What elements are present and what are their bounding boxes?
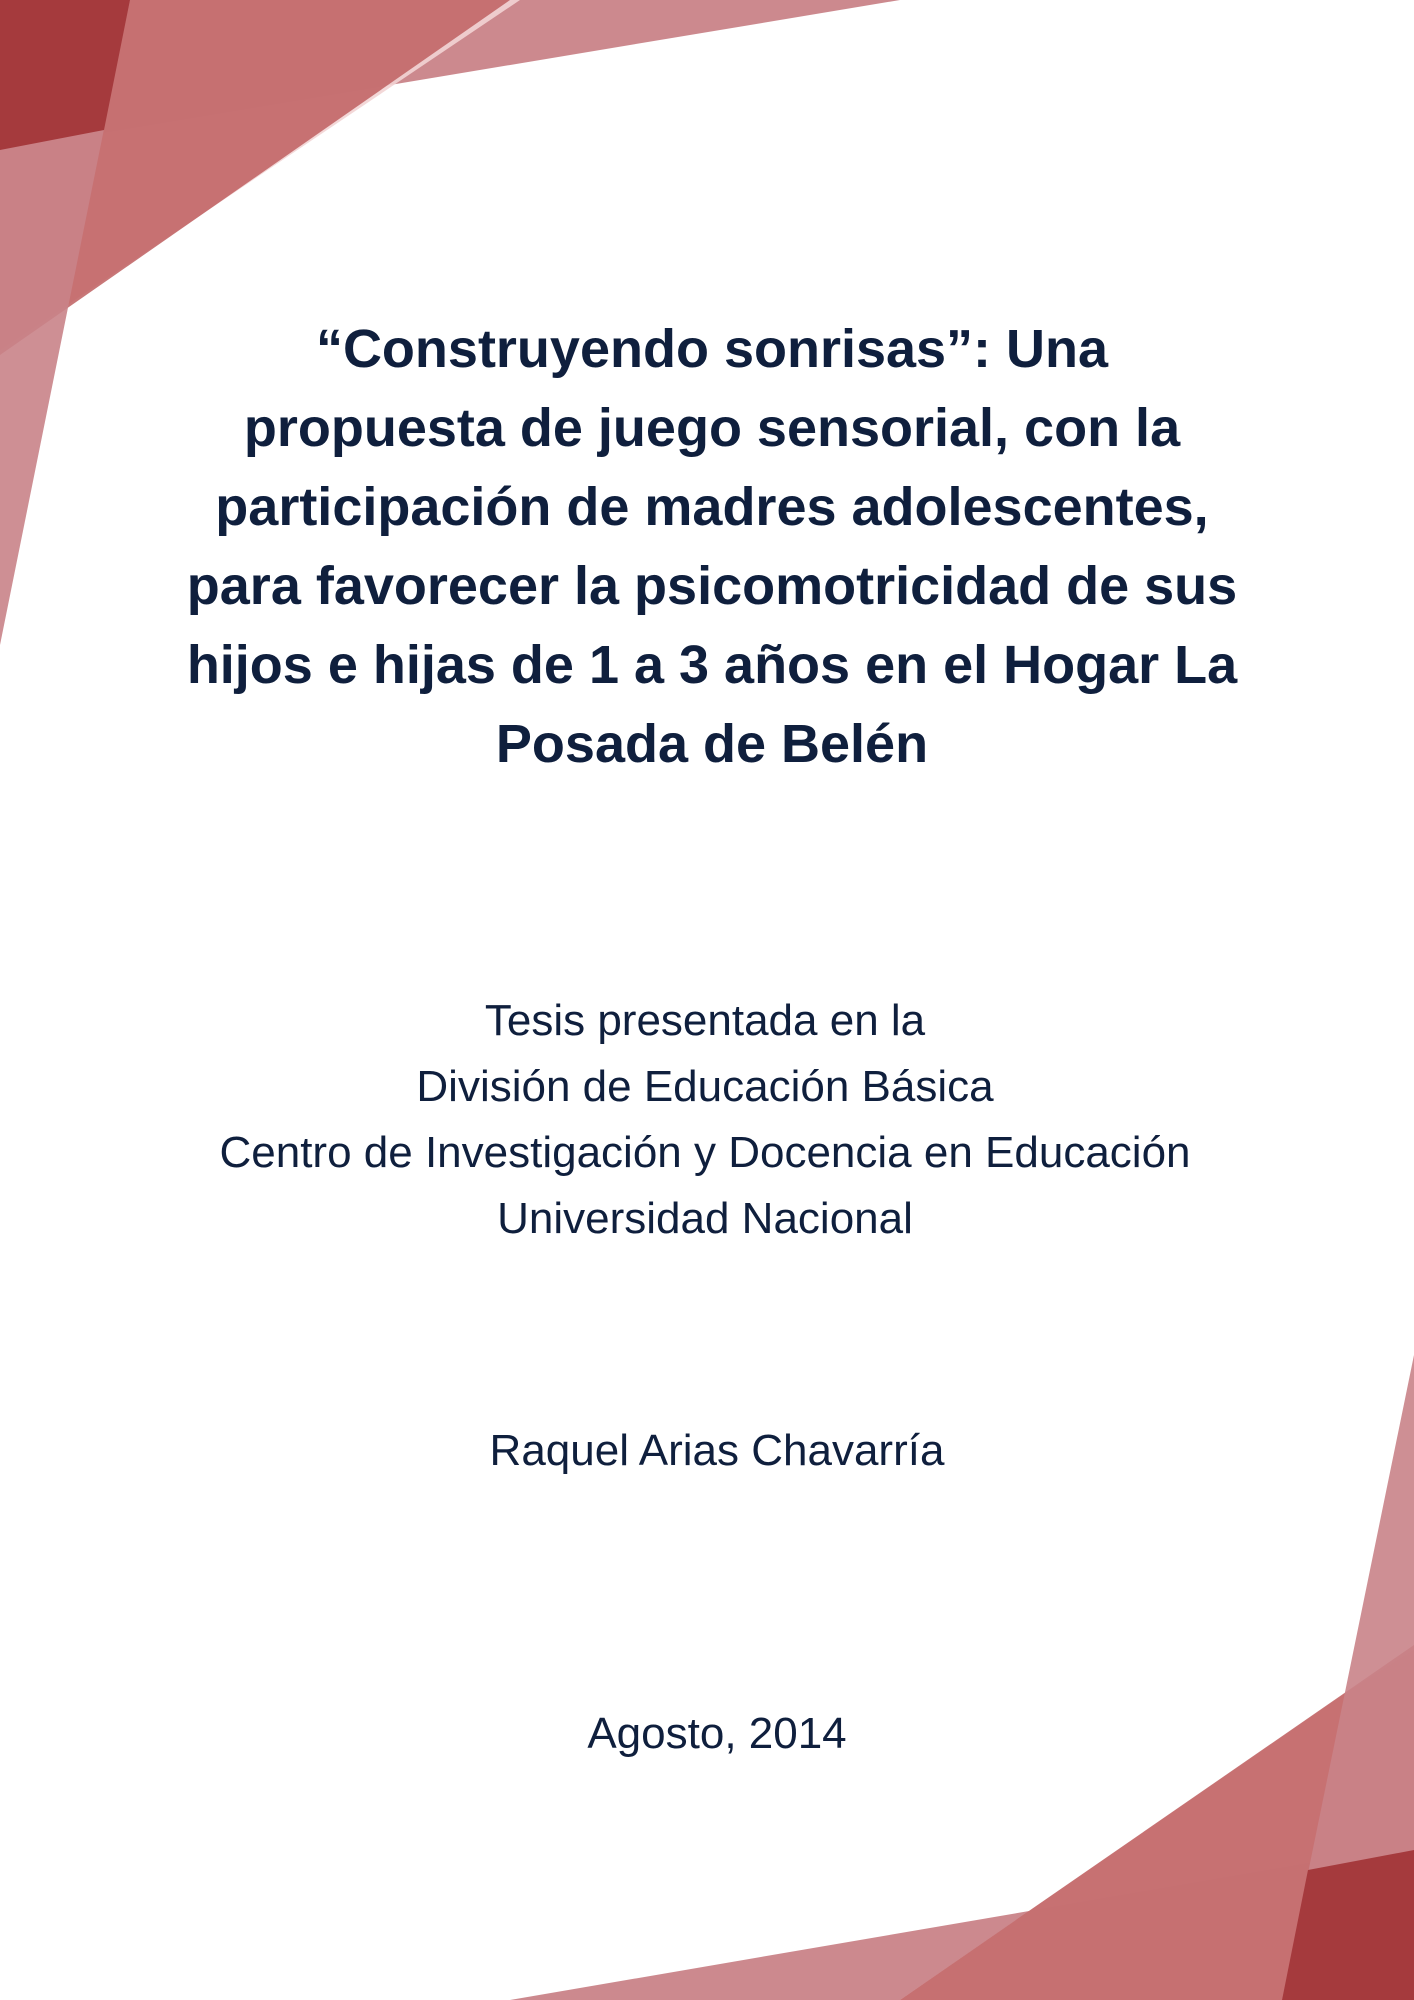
university-line: Universidad Nacional: [497, 1194, 913, 1243]
division-line: División de Educación Básica: [416, 1062, 994, 1111]
title-line: hijos e hijas de 1 a 3 años en el Hogar La: [186, 635, 1238, 695]
presentation-line: Tesis presentada en la: [484, 996, 926, 1045]
center-line: Centro de Investigación y Docencia en Educación: [219, 1128, 1191, 1177]
title-line: participación de madres adolescentes,: [215, 477, 1209, 537]
title-line: para favorecer la psicomotricidad de sus: [186, 556, 1238, 616]
author-name: Raquel Arias Chavarría: [489, 1426, 945, 1475]
title-line: propuesta de juego sensorial, con la: [243, 398, 1181, 458]
publication-date: Agosto, 2014: [587, 1709, 847, 1758]
title-line: Posada de Belén: [495, 714, 929, 774]
title-line: “Construyendo sonrisas”: Una: [315, 319, 1109, 379]
institution-info: [140, 988, 1270, 1252]
thesis-title: [140, 310, 1284, 784]
